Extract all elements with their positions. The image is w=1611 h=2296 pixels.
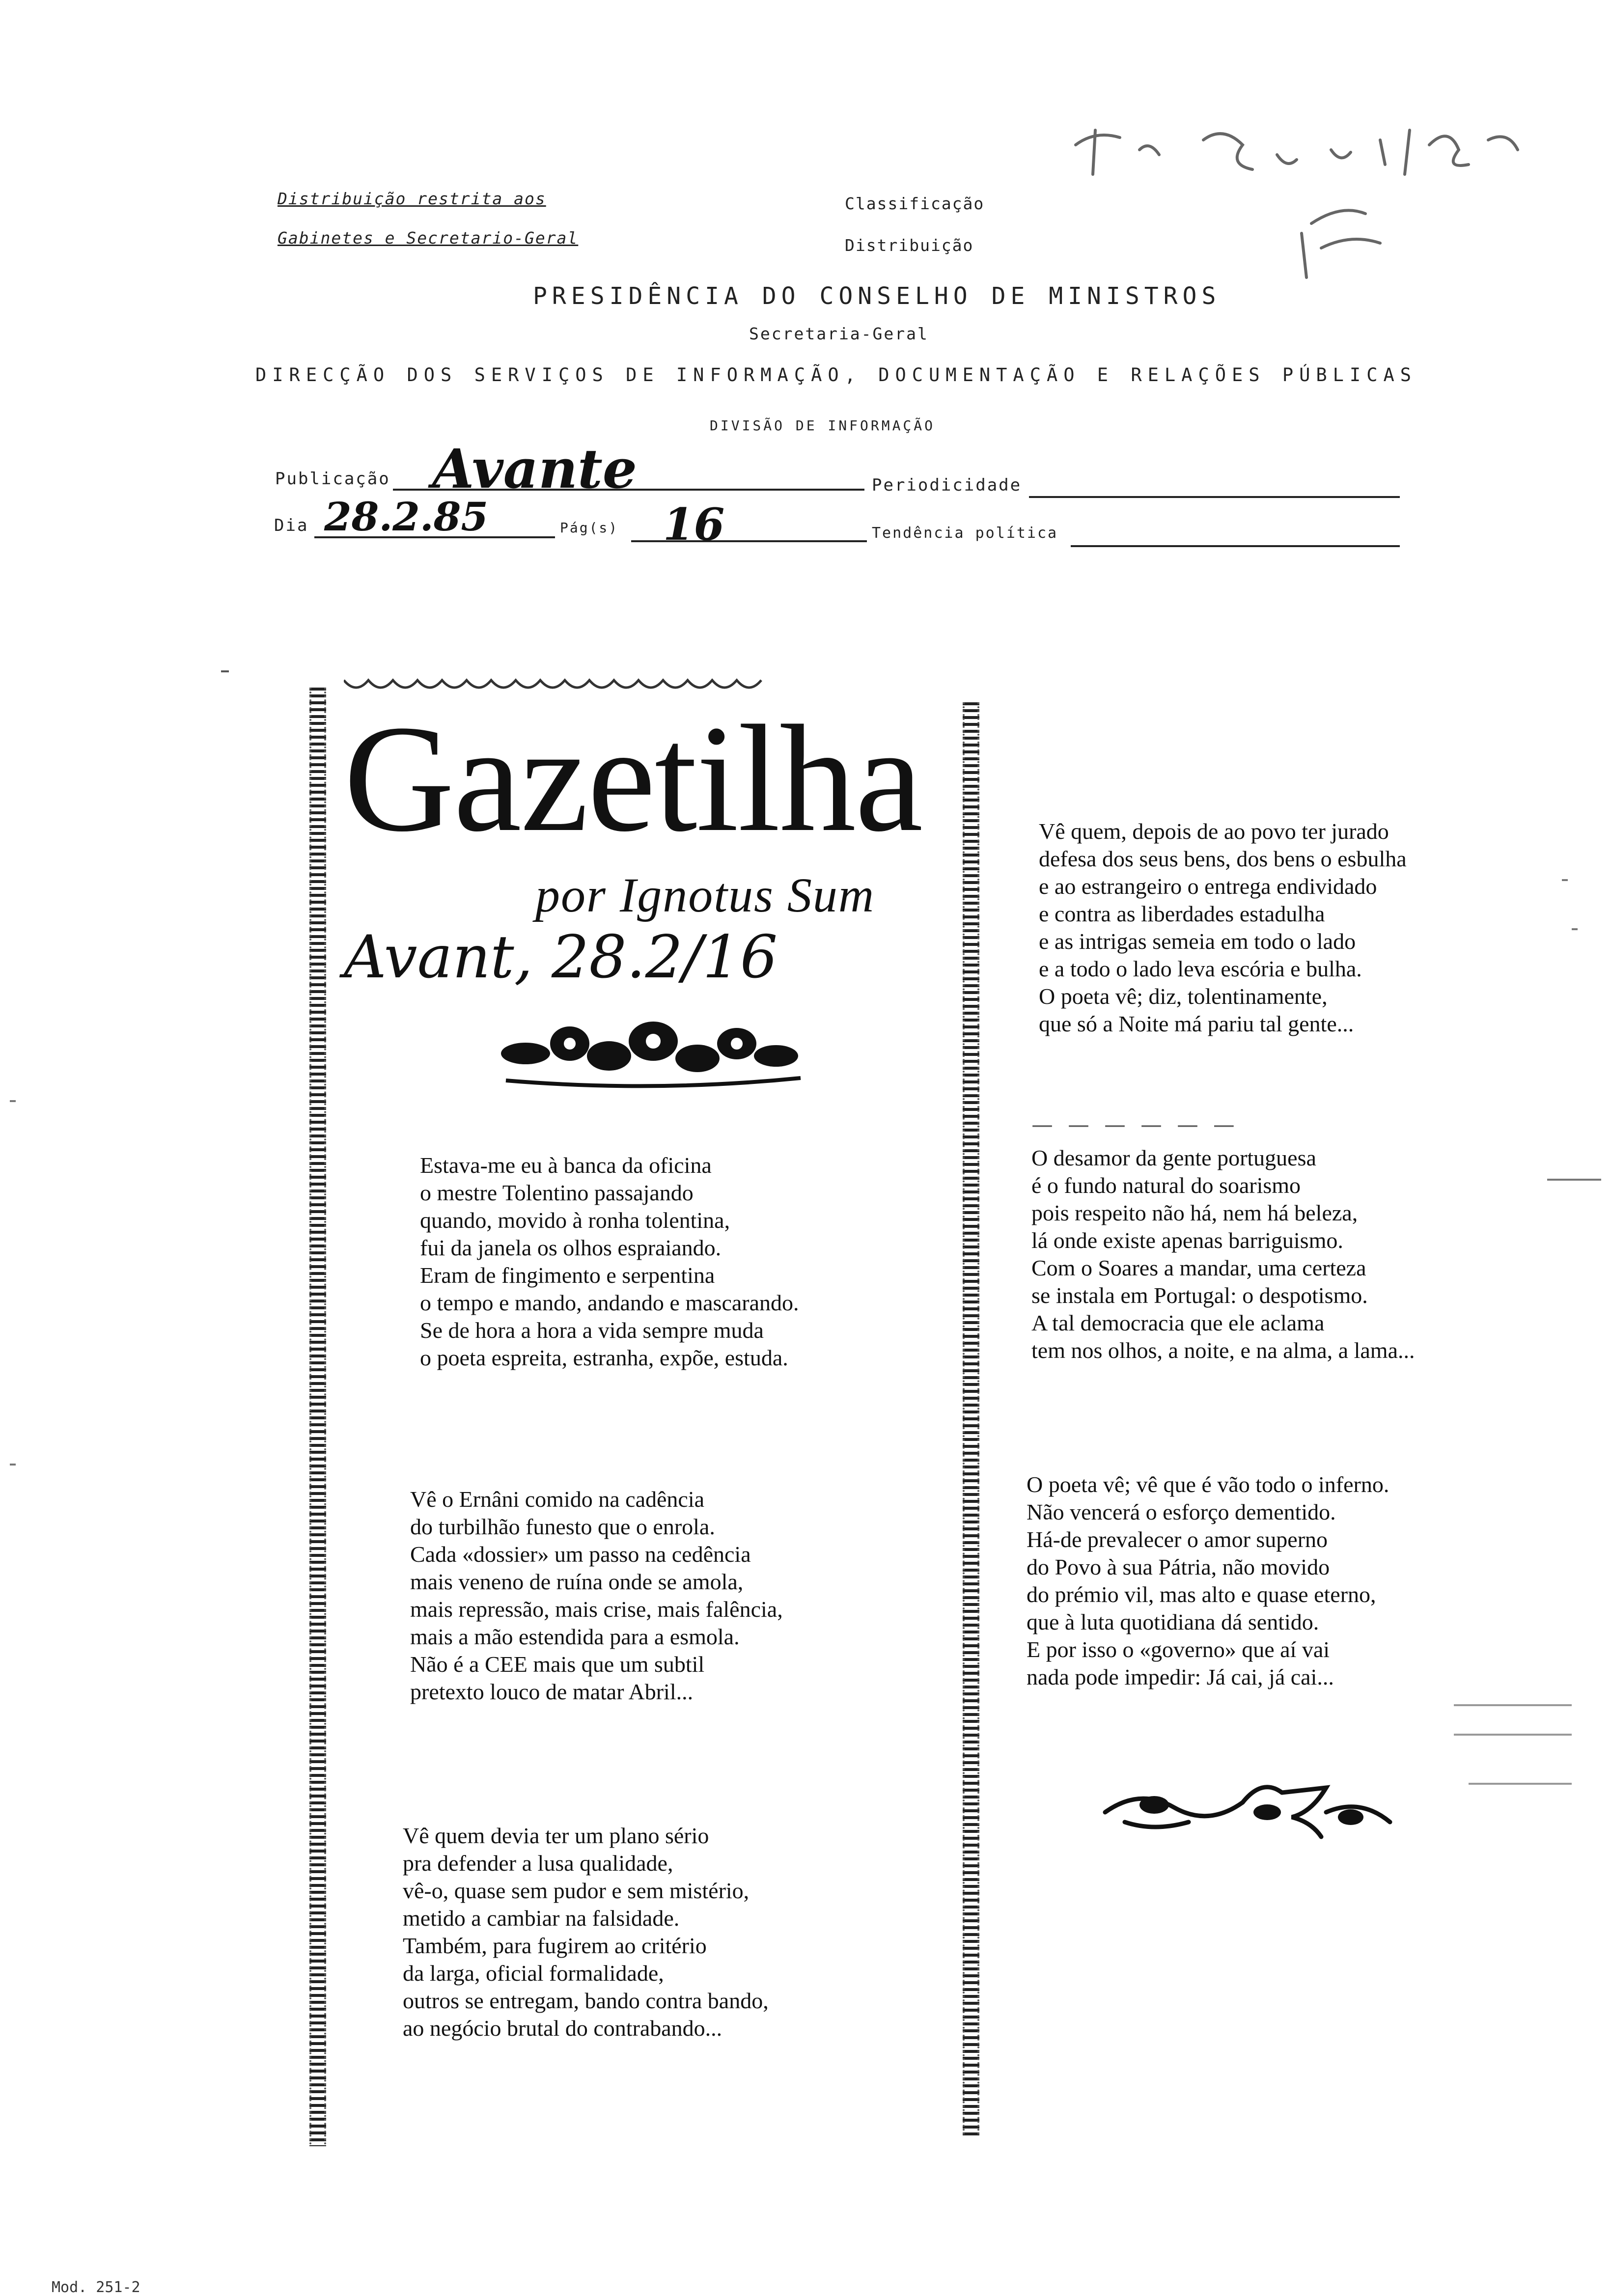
scan-mark: [10, 1100, 16, 1102]
scan-mark: [1562, 879, 1568, 881]
clipping-right-border: [963, 702, 979, 2136]
verse-line: lá onde existe apenas barriguismo.: [1031, 1228, 1343, 1253]
distribution-line-1: Distribuição restrita aos: [278, 189, 546, 208]
verse-line: nada pode impedir: Já cai, já cai...: [1027, 1664, 1334, 1689]
page-subtitle: Secretaria-Geral: [749, 324, 929, 343]
verse-line: da larga, oficial formalidade,: [403, 1961, 664, 1986]
stanza-2: [410, 1486, 783, 1706]
verse-line: o tempo e mando, andando e mascarando.: [420, 1290, 799, 1315]
verse-line: pretexto louco de matar Abril...: [410, 1679, 694, 1704]
classificacao-label: Classificação: [845, 194, 985, 213]
verse-line: Cada «dossier» um passo na cedência: [410, 1542, 751, 1567]
verse-line: e ao estrangeiro o entrega endividado: [1039, 874, 1377, 899]
separator-dashes: — — — — — —: [1031, 1112, 1239, 1137]
publicacao-handwritten: Avante: [432, 437, 637, 500]
tendencia-field-line: [1071, 545, 1400, 547]
verse-line: fui da janela os olhos espraiando.: [420, 1235, 722, 1260]
handwritten-scribble: [1066, 111, 1577, 297]
verse-line: Há-de prevalecer o amor superno: [1027, 1527, 1328, 1552]
stanza-5: [1031, 1144, 1415, 1364]
verse-line: A tal democracia que ele aclama: [1031, 1310, 1325, 1335]
pags-handwritten: 16: [663, 498, 725, 551]
scan-mark: [10, 1464, 16, 1466]
verse-line: Não vencerá o esforço dementido.: [1027, 1499, 1336, 1524]
verse-line: que só a Noite má pariu tal gente...: [1039, 1011, 1354, 1036]
verse-line: mais a mão estendida para a esmola.: [410, 1624, 740, 1649]
verse-line: pra defender a lusa qualidade,: [403, 1851, 673, 1876]
verse-line: vê-o, quase sem pudor e sem mistério,: [403, 1878, 750, 1903]
scan-mark: [221, 670, 229, 672]
verse-line: Se de hora a hora a vida sempre muda: [420, 1318, 764, 1343]
stanza-1: [420, 1152, 799, 1372]
distribution-line-2: Gabinetes e Secretario-Geral: [278, 228, 579, 248]
top-ornament: [344, 675, 884, 695]
verse-line: O poeta vê; diz, tolentinamente,: [1039, 984, 1328, 1009]
form-code: Mod. 251-2: [52, 2279, 140, 2296]
dia-handwritten: 28.2.85: [324, 494, 489, 540]
direction-heading: DIRECÇÃO DOS SERVIÇOS DE INFORMAÇÃO, DOCUMENTAÇÃO E RELAÇÕES PÚBLICAS: [255, 364, 1417, 386]
verse-line: O desamor da gente portuguesa: [1031, 1145, 1316, 1170]
periodicidade-label: Periodicidade: [872, 475, 1022, 495]
verse-line: o poeta espreita, estranha, expõe, estuda.: [420, 1345, 788, 1370]
scan-mark: [1469, 1783, 1572, 1785]
verse-line: e contra as liberdades estadulha: [1039, 901, 1325, 926]
verse-line: Vê quem devia ter um plano sério: [403, 1823, 709, 1848]
verse-line: outros se entregam, bando contra bando,: [403, 1988, 769, 2013]
verse-line: Com o Soares a mandar, uma certeza: [1031, 1255, 1366, 1280]
scan-mark: [1572, 928, 1578, 930]
verse-line: quando, movido à ronha tolentina,: [420, 1208, 730, 1233]
verse-line: metido a cambiar na falsidade.: [403, 1906, 680, 1931]
publicacao-label: Publicação: [275, 469, 390, 489]
page-title: PRESIDÊNCIA DO CONSELHO DE MINISTROS: [533, 282, 1221, 310]
verse-line: do turbilhão funesto que o enrola.: [410, 1514, 715, 1539]
verse-line: O poeta vê; vê que é vão todo o inferno.: [1027, 1472, 1389, 1497]
periodicidade-field-line: [1029, 496, 1400, 498]
verse-line: do Povo à sua Pátria, não movido: [1027, 1554, 1330, 1579]
verse-line: E por isso o «governo» que aí vai: [1027, 1637, 1330, 1662]
verse-line: mais veneno de ruína onde se amola,: [410, 1569, 744, 1594]
verse-line: tem nos olhos, a noite, e na alma, a lama...: [1031, 1338, 1415, 1363]
verse-line: ao negócio brutal do contrabando...: [403, 2016, 722, 2041]
stanza-4: [1039, 818, 1407, 1038]
clipping-left-border: [309, 688, 326, 2146]
verse-line: Também, para fugirem ao critério: [403, 1933, 707, 1958]
masthead-title: Gazetilha: [344, 694, 922, 863]
stanza-6: [1027, 1471, 1389, 1691]
verse-line: Não é a CEE mais que um subtil: [410, 1652, 705, 1677]
verse-line: o mestre Tolentino passajando: [420, 1180, 694, 1205]
scan-mark: [1547, 1179, 1601, 1181]
verse-line: Vê o Ernâni comido na cadência: [410, 1487, 705, 1512]
end-ornament: [1095, 1768, 1400, 1842]
dia-label: Dia: [274, 516, 309, 535]
verse-line: defesa dos seus bens, dos bens o esbulha: [1039, 846, 1407, 871]
verse-line: pois respeito não há, nem há beleza,: [1031, 1200, 1358, 1225]
scan-mark: [1454, 1704, 1572, 1706]
verse-line: Eram de fingimento e serpentina: [420, 1263, 715, 1288]
distribuicao-label: Distribuição: [845, 236, 974, 255]
pags-label: Pág(s): [560, 520, 619, 536]
verse-line: é o fundo natural do soarismo: [1031, 1173, 1301, 1198]
floral-ornament: [496, 1014, 810, 1098]
tendencia-label: Tendência política: [872, 525, 1058, 542]
handwritten-annotation: Avant, 28.2/16: [344, 923, 778, 992]
verse-line: e a todo o lado leva escória e bulha.: [1039, 956, 1362, 981]
verse-line: Vê quem, depois de ao povo ter jurado: [1039, 819, 1389, 844]
verse-line: se instala em Portugal: o despotismo.: [1031, 1283, 1368, 1308]
verse-line: e as intrigas semeia em todo o lado: [1039, 929, 1356, 954]
division-heading: DIVISÃO DE INFORMAÇÃO: [710, 417, 936, 434]
verse-line: mais repressão, mais crise, mais falência,: [410, 1597, 783, 1622]
verse-line: Estava-me eu à banca da oficina: [420, 1153, 712, 1178]
verse-line: do prémio vil, mas alto e quase eterno,: [1027, 1582, 1376, 1607]
scan-mark: [1454, 1734, 1572, 1736]
verse-line: que à luta quotidiana dá sentido.: [1027, 1609, 1319, 1634]
stanza-3: [403, 1822, 769, 2042]
byline: por Ignotus Sum: [535, 868, 875, 922]
